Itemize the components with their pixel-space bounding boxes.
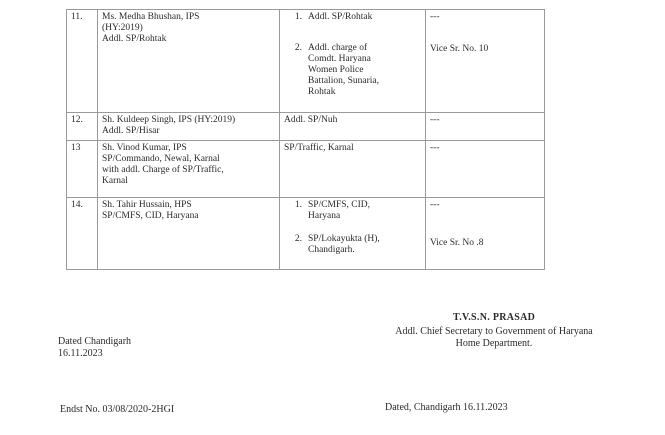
posting-cell: [280, 10, 426, 113]
designation-line: Home Department.: [455, 338, 533, 349]
table-row: [67, 198, 545, 270]
posting-line: Addl. SP/Rohtak: [308, 12, 373, 22]
endorsement-number: Endst No. 03/08/2020-2HGI: [60, 404, 175, 415]
dated-date-line: 16.11.2023: [58, 348, 103, 359]
table-row: [67, 141, 545, 198]
officer-name-line: Sh. Kuldeep Singh, IPS (HY:2019): [102, 115, 236, 125]
officer-name-line: Karnal: [102, 176, 128, 186]
posting-line: Women Police: [308, 65, 364, 75]
posting-number: 1.: [294, 200, 302, 210]
officer-name-line: Addl. SP/Rohtak: [102, 34, 167, 44]
posting-line: Comdt. Haryana: [308, 54, 371, 64]
officer-name-line: SP/CMFS, CID, Haryana: [102, 211, 199, 221]
posting-item: [284, 200, 421, 222]
officer-name-cell: [98, 198, 280, 270]
designation-line: Addl. Chief Secretary to Government of Haryana: [395, 326, 593, 337]
posting-cell: [280, 198, 426, 270]
vice-line: ---: [430, 115, 440, 125]
vice-cell: [426, 113, 545, 141]
officer-name-cell: [98, 141, 280, 198]
posting-number: 2.: [294, 43, 302, 53]
posting-cell: [280, 141, 426, 198]
officer-name-line: (HY:2019): [102, 23, 143, 33]
serial-number: 13: [67, 141, 98, 198]
signatory-name: T.V.S.N. PRASAD: [453, 312, 536, 323]
posting-line: Chandigarh.: [308, 245, 355, 255]
posting-text: [308, 12, 421, 23]
dated-place-line: Dated Chandigarh: [58, 336, 132, 347]
posting-text: [308, 200, 421, 222]
signatory-designation: [374, 326, 614, 350]
posting-item: [284, 12, 421, 23]
posting-line: Addl. charge of: [308, 43, 368, 53]
vice-cell: [426, 10, 545, 113]
posting-line: Haryana: [308, 211, 341, 221]
table-row: [67, 10, 545, 113]
vice-line: Vice Sr. No. 10: [430, 44, 489, 54]
posting-line: SP/Traffic, Karnal: [284, 143, 354, 153]
serial-number: 14.: [67, 198, 98, 270]
posting-line: SP/Lokayukta (H),: [308, 234, 380, 244]
vice-line: ---: [430, 143, 440, 153]
transfer-orders-table: [66, 9, 545, 270]
officer-name-line: Sh. Vinod Kumar, IPS: [102, 143, 187, 153]
posting-line: Battalion, Sunaria,: [308, 76, 379, 86]
posting-number: 2.: [294, 234, 302, 244]
posting-line: SP/CMFS, CID,: [308, 200, 371, 210]
dated-place: [58, 336, 131, 360]
vice-cell: [426, 198, 545, 270]
posting-line: Addl. SP/Nuh: [284, 115, 338, 125]
posting-cell: [280, 113, 426, 141]
posting-text: [308, 43, 421, 98]
posting-item: [284, 234, 421, 256]
table-row: [67, 113, 545, 141]
posting-text: [308, 234, 421, 256]
posting-line: Rohtak: [308, 87, 336, 97]
officer-name-line: Sh. Tahir Hussain, HPS: [102, 200, 192, 210]
officer-name-cell: [98, 10, 280, 113]
officer-name-line: Ms. Medha Bhushan, IPS: [102, 12, 200, 22]
posting-number: 1.: [294, 12, 302, 22]
officer-name-line: Addl. SP/Hisar: [102, 126, 160, 136]
vice-line: ---: [430, 12, 440, 22]
vice-line: Vice Sr. No .8: [430, 238, 484, 248]
vice-cell: [426, 141, 545, 198]
posting-item: [284, 43, 421, 98]
officer-name-cell: [98, 113, 280, 141]
officer-name-line: with addl. Charge of SP/Traffic,: [102, 165, 224, 175]
endorsement-date: Dated, Chandigarh 16.11.2023: [385, 402, 508, 413]
serial-number: 12.: [67, 113, 98, 141]
officer-name-line: SP/Commando, Newal, Karnal: [102, 154, 220, 164]
serial-number: 11.: [67, 10, 98, 113]
vice-line: ---: [430, 200, 440, 210]
